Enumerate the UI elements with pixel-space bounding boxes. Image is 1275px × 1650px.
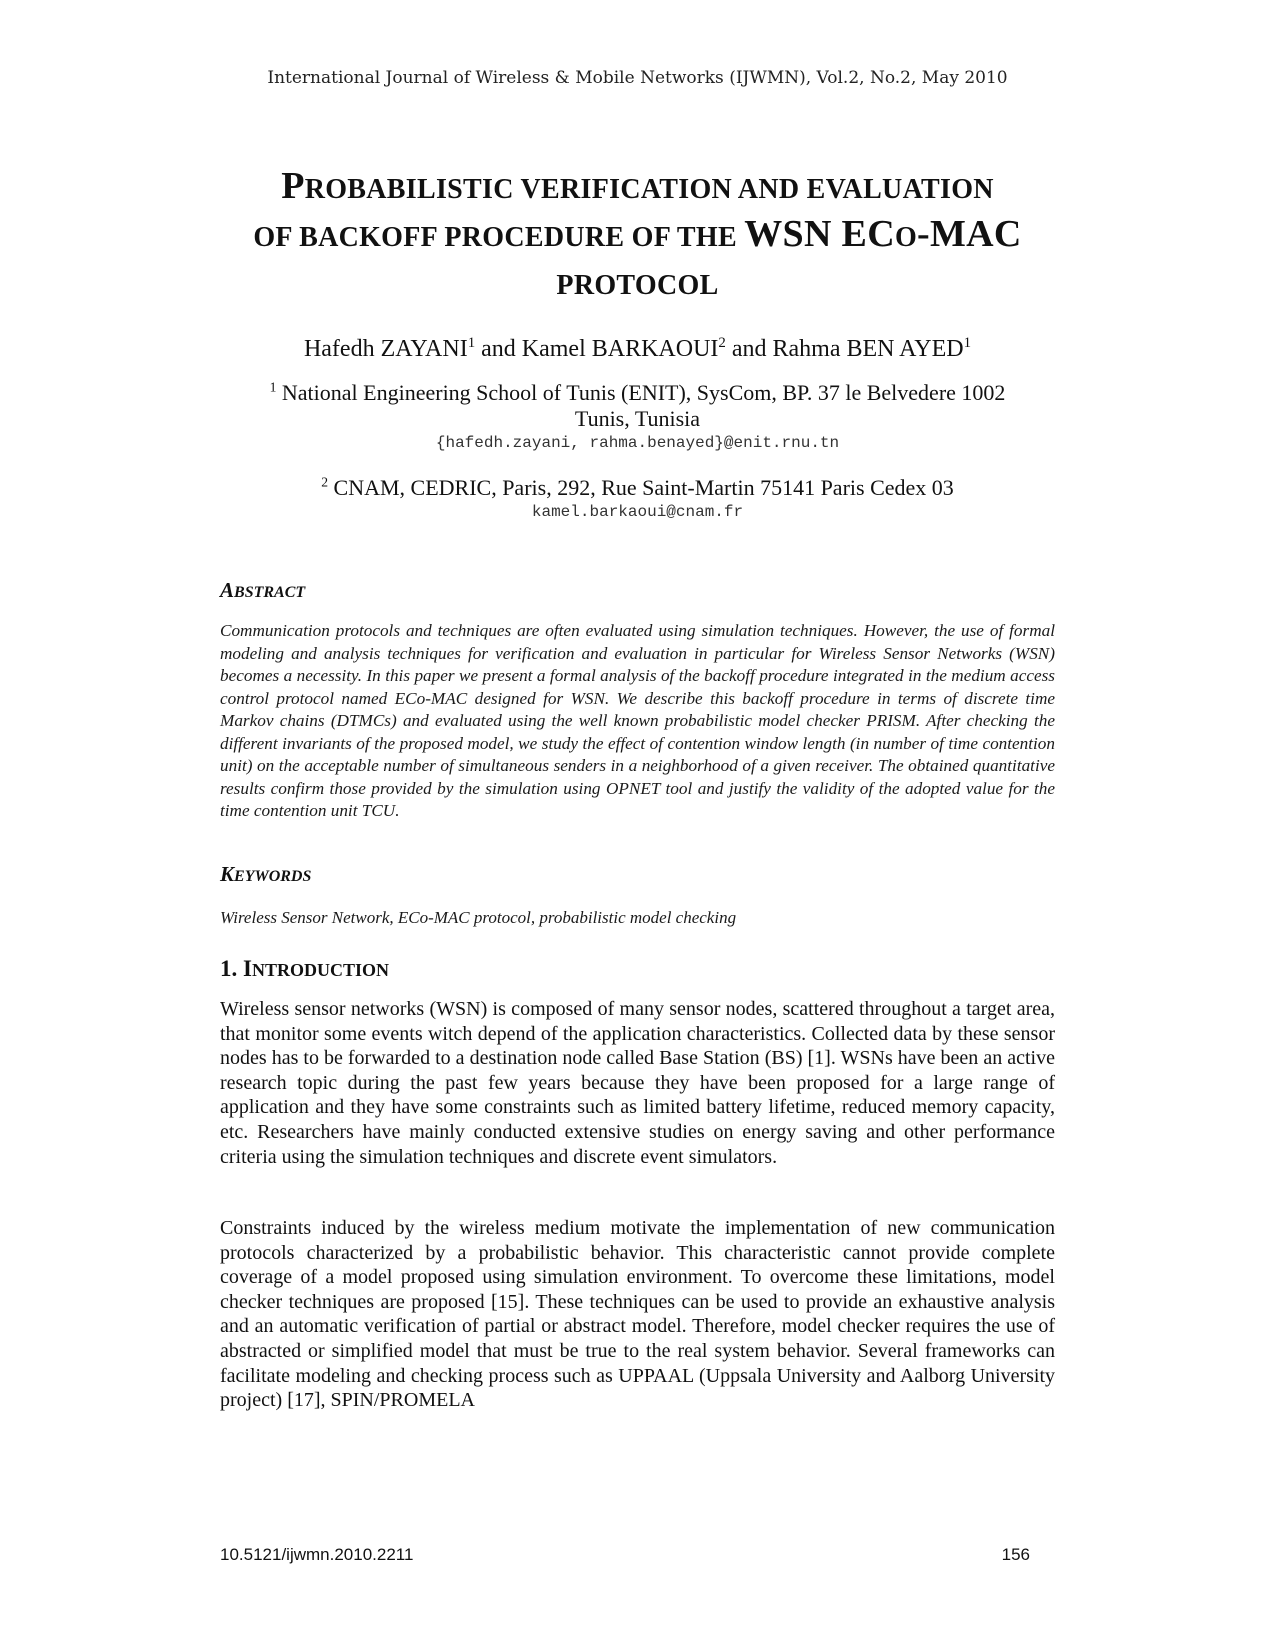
affiliation-2: $^2$ CNAM, CEDRIC, Paris, 292, Rue Saint-Martin 75141 Paris Cedex 03 kamel.barkaoui@cnam.fr — [140, 475, 1135, 523]
title-line-3: PROTOCOL — [556, 270, 719, 301]
keywords-text: Wireless Sensor Network, ECo-MAC protocol, probabilistic model checking — [220, 908, 737, 927]
page-number: 156 — [1001, 1545, 1030, 1564]
abstract-text: Communication protocols and techniques are often evaluated using simulation techniques. However, the use of formal modeling and analysis techniques for verification and evaluation in particular for Wireless Sensor Networks (WSN) becomes a necessity. In this paper we present a formal analysis of the backoff procedure integrated in the medium access control protocol named ECo-MAC designed for WSN. We describe this backoff procedure in terms of discrete time Markov chains (DTMCs) and evaluated using the well known probabilistic model checker PRISM. After checking the different invariants of the proposed model, we study the effect of contention window length (in number of time contention unit) on the acceptable number of simultaneous senders in a neighborhood of a given receiver. The obtained quantitative results confirm those provided by the simulation using OPNET tool and justify the validity of the adopted value for the time contention unit TCU. — [220, 621, 1055, 820]
email-enit: {hafedh.zayani, rahma.benayed}@enit.rnu.tn — [435, 434, 840, 452]
title-line-1: PROBABILISTIC VERIFICATION AND EVALUATION — [281, 165, 994, 207]
running-head: International Journal of Wireless & Mobile Networks (IJWMN), Vol.2, No.2, May 2010 — [267, 68, 1008, 88]
intro-paragraph-2: Constraints induced by the wireless medium motivate the implementation of new communication protocols characterized by a probabilistic behavior. This characteristic cannot provide complete coverage of a model proposed using simulation environment. To overcome these limitations, model checker techniques are proposed [15]. These techniques can be used to provide an exhaustive analysis and an automatic verification of partial or abstract model. Therefore, model checker requires the use of abstracted or simplified model that must be true to the real system behavior. Several frameworks can facilitate modeling and checking process such as UPPAAL (Uppsala University and Aalborg University project) [17], SPIN/PROMELA — [220, 1217, 1055, 1412]
author-line: Hafedh ZAYANI$^1$ and Kamel BARKAOUI$^2$ and Rahma BEN AYED$^1$ — [303, 335, 972, 362]
introduction-heading: 1. INTRODUCTION — [220, 956, 389, 981]
keywords-heading: KEYWORDS — [220, 862, 312, 886]
abstract-heading: ABSTRACT — [220, 578, 306, 602]
paper-title — [180, 164, 1095, 308]
title-line-2: OF BACKOFF PROCEDURE OF THE WSN ECO-MAC — [253, 213, 1022, 255]
affiliation-1: $^1$ National Engineering School of Tunis (ENIT), SysCom, BP. 37 le Belvedere 1002 Tunis, Tunisia {hafedh.zayani, rahma.benayed}@enit.rnu.tn — [140, 380, 1135, 454]
email-cnam: kamel.barkaoui@cnam.fr — [531, 503, 744, 521]
doi-footer: 10.5121/ijwmn.2010.2211 — [220, 1545, 414, 1564]
intro-paragraph-1: Wireless sensor networks (WSN) is composed of many sensor nodes, scattered throughout a target area, that monitor some events witch depend of the application characteristics. Collected data by these sensor nodes has to be forwarded to a destination node called Base Station (BS) [1]. WSNs have been an active research topic during the past few years because they have been proposed for a large range of application and they have some constraints such as limited battery lifetime, reduced memory capacity, etc. Researchers have mainly conducted extensive studies on energy saving and other performance criteria using the simulation techniques and discrete event simulators. — [220, 998, 1055, 1168]
